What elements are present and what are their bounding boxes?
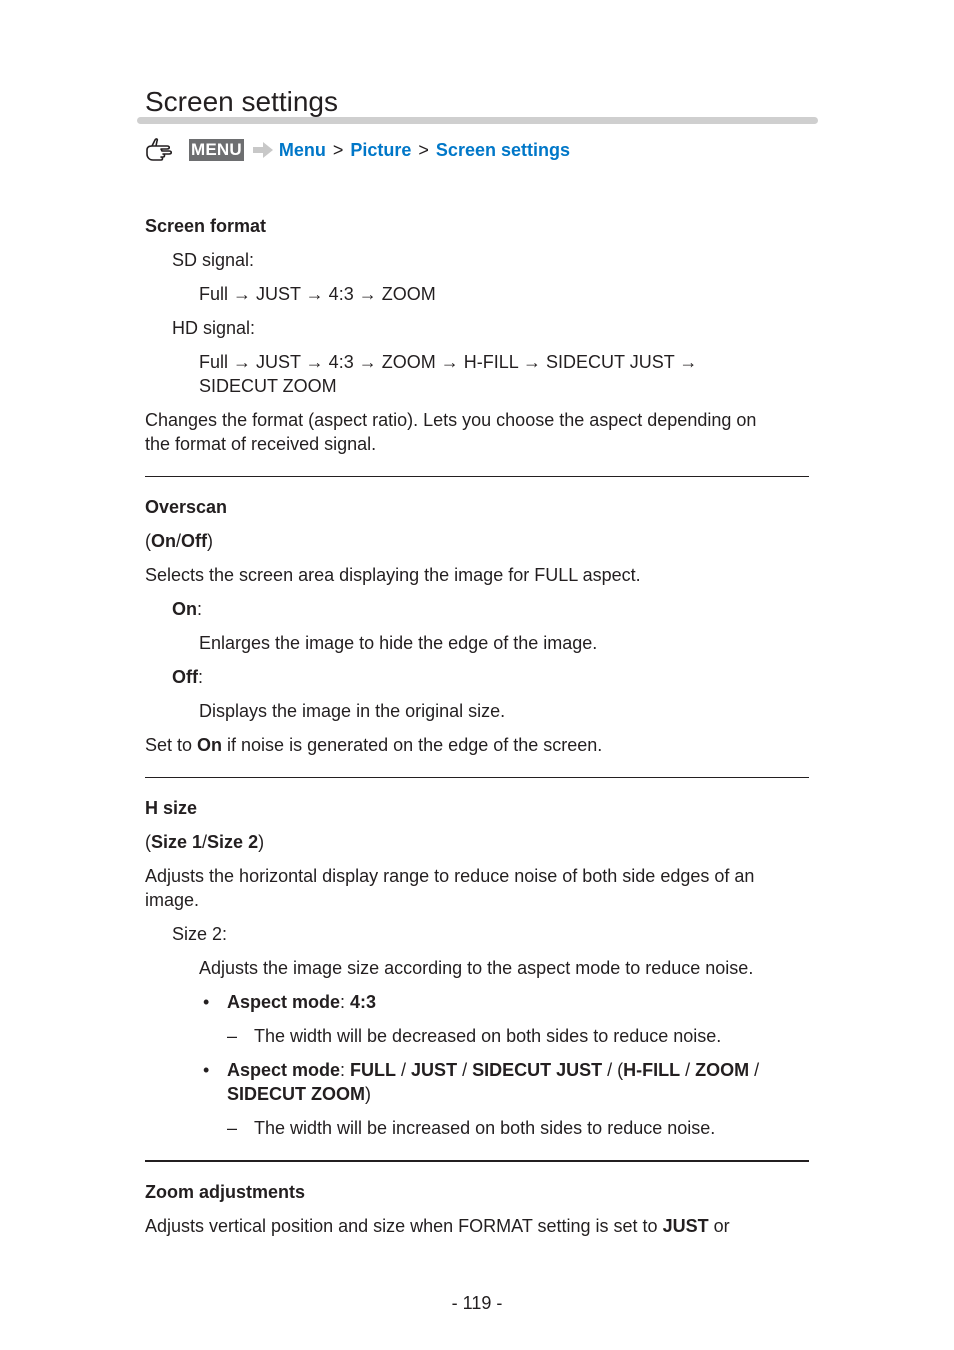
- dash-mark: –: [227, 1026, 238, 1046]
- bullet-mark: •: [203, 992, 210, 1012]
- main-content: [145, 214, 809, 1238]
- pointing-hand-icon: [145, 137, 179, 163]
- overscan-desc: Selects the screen area displaying the image for FULL aspect.: [145, 565, 641, 585]
- option-size-2: Size 2: [207, 832, 259, 852]
- hd-signal-value-line1: Full → JUST → 4:3 → ZOOM → H-FILL → SIDECUT JUST →: [199, 352, 698, 372]
- section-heading-zoom-adjustments: Zoom adjustments: [145, 1182, 306, 1202]
- overscan-on-label: On:: [172, 599, 203, 619]
- arrow-right-icon: [252, 140, 274, 160]
- sd-signal-value: Full → JUST → 4:3 → ZOOM: [199, 284, 436, 304]
- section-divider: [145, 476, 809, 477]
- overscan-note: Set to On if noise is generated on the edge of the screen.: [145, 735, 603, 755]
- overscan-on-desc: Enlarges the image to hide the edge of the image.: [199, 633, 598, 653]
- overscan-options: (On/Off): [145, 531, 214, 551]
- note-decreased-width: – The width will be decreased on both sides to reduce noise.: [227, 1026, 722, 1046]
- bullet-mark: •: [203, 1060, 210, 1080]
- section-divider: [145, 1160, 809, 1162]
- screen-format-desc-line2: the format of received signal.: [145, 434, 377, 454]
- size-2-desc: Adjusts the image size according to the aspect mode to reduce noise.: [199, 958, 754, 978]
- section-divider: [145, 777, 809, 778]
- screen-format-desc-line1: Changes the format (aspect ratio). Lets you choose the aspect depending on: [145, 410, 757, 430]
- h-size-desc-line1: Adjusts the horizontal display range to reduce noise of both side edges of an: [145, 866, 755, 886]
- size-2-label: Size 2:: [172, 924, 228, 944]
- breadcrumb-separator: >: [418, 139, 429, 160]
- h-size-options: (Size 1/Size 2): [145, 832, 265, 852]
- section-heading-overscan: Overscan: [145, 497, 228, 517]
- breadcrumb: [145, 136, 570, 164]
- option-size-1: Size 1: [151, 832, 203, 852]
- title-underline-bar: [137, 117, 818, 124]
- breadcrumb-link-picture[interactable]: Picture: [350, 139, 412, 160]
- dash-mark: –: [227, 1118, 238, 1138]
- sd-signal-label: SD signal:: [172, 250, 255, 270]
- breadcrumb-link-screen-settings[interactable]: Screen settings: [435, 139, 570, 160]
- section-heading-screen-format: Screen format: [145, 216, 267, 236]
- h-size-desc-line2: image.: [145, 890, 200, 910]
- option-on: On: [151, 531, 176, 551]
- page-title: Screen settings: [145, 86, 338, 117]
- page-number: - 119 -: [451, 1293, 503, 1313]
- breadcrumb-link-menu[interactable]: Menu: [278, 139, 326, 160]
- hd-signal-label: HD signal:: [172, 318, 256, 338]
- section-heading-h-size: H size: [145, 798, 198, 818]
- option-off: Off: [181, 531, 208, 551]
- overscan-off-desc: Displays the image in the original size.: [199, 701, 506, 721]
- breadcrumb-separator: >: [332, 139, 344, 160]
- overscan-off-label: Off:: [172, 667, 204, 687]
- bullet-aspect-mode-4-3: • Aspect mode: 4:3: [203, 992, 377, 1012]
- hd-signal-value-line2: SIDECUT ZOOM: [199, 376, 337, 396]
- zoom-desc: Adjusts vertical position and size when FORMAT setting is set to JUST or: [145, 1216, 730, 1236]
- bullet-aspect-mode-full: • Aspect mode: FULL / JUST / SIDECUT JUST / (H-FILL / ZOOM / SIDECUT ZOOM): [203, 1060, 760, 1104]
- menu-badge: MENU: [191, 140, 242, 159]
- note-increased-width: – The width will be increased on both sides to reduce noise.: [227, 1118, 716, 1138]
